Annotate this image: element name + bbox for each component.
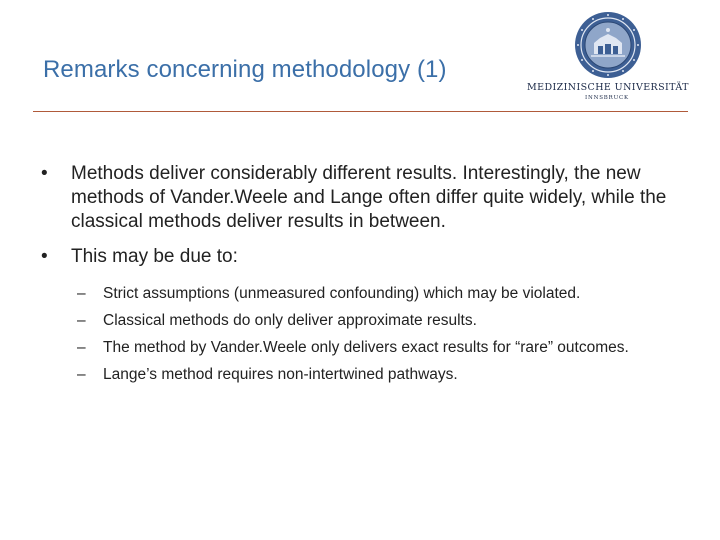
sub-bullet-marker: – (77, 366, 86, 383)
bullet-item (36, 162, 686, 234)
sub-bullet-marker: – (77, 285, 86, 302)
sub-bullet-text: Classical methods do only deliver approximate results. (103, 312, 477, 329)
sub-bullet-text: Strict assumptions (unmeasured confounding) which may be violated. (103, 285, 581, 302)
sub-bullet-list (36, 284, 686, 384)
sub-bullet-marker: – (77, 339, 86, 356)
sub-bullet-text: The method by Vander.Weele only delivers exact results for “rare” outcomes. (103, 339, 629, 356)
sub-bullet-item (36, 284, 686, 303)
university-seal-icon (573, 10, 643, 80)
title-divider (33, 111, 688, 112)
slide-content (36, 162, 686, 392)
slide-title: Remarks concerning methodology (1) (43, 56, 447, 83)
bullet-marker: • (41, 163, 48, 184)
bullet-text: Methods deliver considerably different results. Interestingly, the new methods of Vander.Weele and Lange often differ quite widely, while the classical methods deliver results in between. (71, 163, 667, 232)
bullet-text: This may be due to: (71, 246, 238, 267)
sub-bullet-item (36, 365, 686, 384)
logo-university-name: MEDIZINISCHE UNIVERSITÄT (527, 82, 689, 93)
bullet-item (36, 245, 686, 269)
university-logo (527, 10, 687, 106)
bullet-marker: • (41, 246, 48, 267)
sub-bullet-item (36, 311, 686, 330)
logo-university-city: INNSBRUCK (585, 95, 629, 101)
sub-bullet-text: Lange’s method requires non-intertwined pathways. (103, 366, 458, 383)
sub-bullet-marker: – (77, 312, 86, 329)
sub-bullet-item (36, 338, 686, 357)
